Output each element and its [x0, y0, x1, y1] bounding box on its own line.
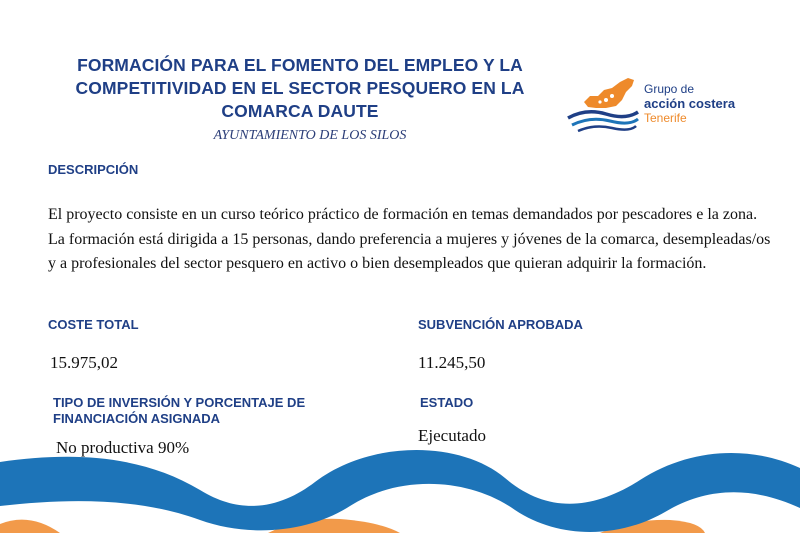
coste-total-label: COSTE TOTAL	[48, 317, 139, 332]
tipo-inversion-value: No productiva 90%	[56, 438, 190, 457]
estado-value: Ejecutado	[418, 426, 486, 445]
orange-wave-left	[0, 520, 60, 533]
logo-line-1: Grupo de	[644, 82, 695, 96]
blue-wave	[0, 450, 800, 532]
description-label: DESCRIPCIÓN	[48, 162, 139, 177]
logo-line-3: Tenerife	[644, 111, 687, 125]
estado-label: ESTADO	[420, 395, 474, 410]
description-text: El proyecto consiste en un curso teórico práctico de formación en temas demandados por pescadores e la zona. La formación está dirigida a 15 personas, dando preferencia a mujeres y jóvenes de la comarca, desempleadas/os y a profesionales del sector pesquero en activo o bien desempleados que quieran adquirir la formación.	[48, 206, 771, 272]
subvencion-value: 11.245,50	[418, 353, 486, 372]
tipo-inversion-label-line-2: FINANCIACIÓN ASIGNADA	[53, 411, 221, 426]
logo-line-2: acción costera	[644, 96, 736, 111]
page-subtitle: AYUNTAMIENTO DE LOS SILOS	[213, 128, 407, 143]
page-title: FORMACIÓN PARA EL FOMENTO DEL EMPLEO Y LA COMPETITIVIDAD EN EL SECTOR PESQUERO EN LA COMARCA DAUTE	[75, 55, 525, 121]
subvencion-label: SUBVENCIÓN APROBADA	[418, 317, 583, 332]
tipo-inversion-label-line-1: TIPO DE INVERSIÓN Y PORCENTAJE DE	[53, 395, 306, 410]
coste-total-value: 15.975,02	[50, 353, 118, 372]
